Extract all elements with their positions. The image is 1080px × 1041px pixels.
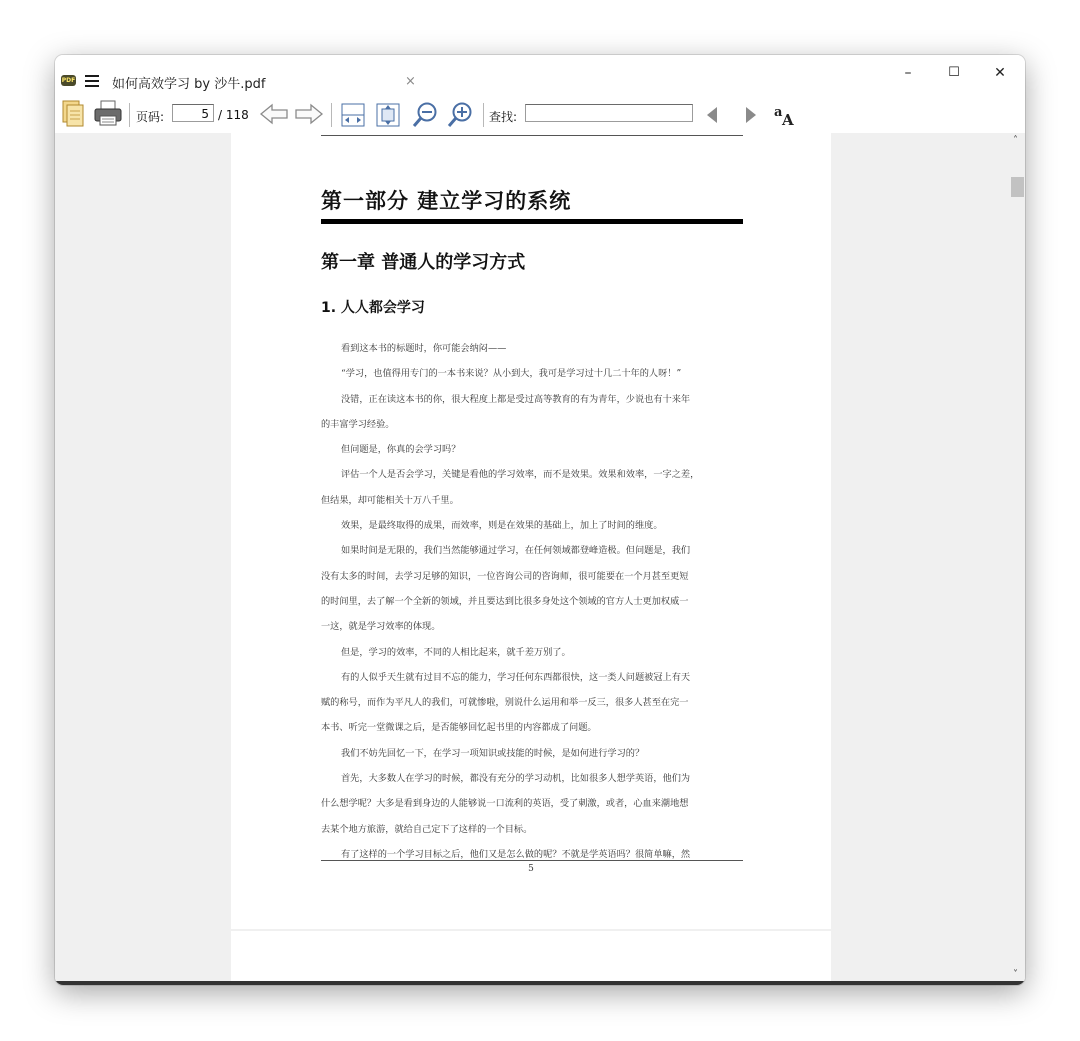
find-previous-icon[interactable] [705, 106, 719, 128]
document-viewport[interactable] [55, 133, 1010, 985]
text-line: 我们不妨先回忆一下，在学习一项知识或技能的时候，是如何进行学习的？ [341, 747, 645, 759]
chapter-title: 第一章 普通人的学习方式 [321, 252, 526, 273]
menu-icon[interactable] [85, 75, 99, 87]
scroll-up-icon[interactable]: ˄ [1013, 135, 1018, 146]
tab-close-icon[interactable]: × [405, 74, 416, 89]
text-line: 去某个地方旅游，就给自己定下了这样的一个目标。 [321, 823, 533, 835]
app-window [55, 55, 1025, 985]
text-line: 但结果，却可能相关十万八千里。 [321, 494, 459, 506]
tab-title[interactable]: 如何高效学习 by 沙牛.pdf [112, 77, 266, 92]
body-text [321, 336, 743, 867]
title-bar [55, 55, 1025, 95]
scroll-down-icon[interactable]: ˅ [1013, 969, 1018, 980]
text-line: 没错，正在读这本书的你，很大程度上都是受过高等教育的有为青年，少说也有十来年 [341, 393, 691, 405]
text-line: 一这，就是学习效率的体现。 [321, 621, 441, 633]
minimize-button[interactable]: – [904, 65, 912, 81]
next-pdf-page [231, 931, 831, 985]
match-case-icon[interactable] [773, 103, 799, 131]
footer-rule [321, 860, 743, 861]
forward-arrow-icon[interactable] [294, 103, 324, 129]
text-line: 有了这样的一个学习目标之后，他们又是怎么做的呢？不就是学英语吗？很简单嘛，然 [341, 848, 691, 860]
fit-page-icon[interactable] [375, 102, 401, 132]
part-title-rule [321, 219, 743, 224]
find-next-icon[interactable] [744, 106, 758, 128]
svg-text:A: A [782, 111, 794, 127]
page-number: 5 [528, 864, 534, 874]
text-line: 如果时间是无限的，我们当然能够通过学习，在任何领域都登峰造极。但问题是，我们 [341, 545, 691, 557]
toolbar-separator [483, 103, 484, 127]
text-line: 的丰富学习经验。 [321, 418, 395, 430]
toolbar-separator [331, 103, 332, 127]
open-file-icon[interactable] [60, 99, 86, 131]
zoom-out-icon[interactable] [411, 101, 439, 133]
window-bottom-edge [55, 981, 1025, 985]
vertical-scrollbar[interactable] [1010, 133, 1025, 985]
text-line: 本书、听完一堂微课之后，是否能够回忆起书里的内容都成了问题。 [321, 722, 597, 734]
text-line: 看到这本书的标题时，你可能会纳闷—— [341, 343, 507, 354]
text-line: 首先，大多数人在学习的时候，都没有充分的学习动机，比如很多人想学英语，他们为 [341, 773, 691, 785]
svg-text:a: a [774, 105, 783, 120]
header-rule [321, 135, 743, 136]
pdf-page [231, 133, 831, 929]
text-line: 赋的称号，而作为平凡人的我们，可就惨啦，别说什么运用和举一反三，很多人甚至在完一 [321, 697, 689, 709]
pdf-app-icon: PDF [61, 77, 76, 84]
page-total: / 118 [218, 108, 249, 122]
back-arrow-icon[interactable] [259, 103, 289, 129]
scroll-thumb[interactable] [1011, 177, 1024, 197]
toolbar-separator [129, 103, 130, 127]
part-title: 第一部分 建立学习的系统 [321, 189, 572, 213]
find-input[interactable] [525, 104, 693, 122]
find-label: 查找: [489, 110, 518, 124]
page-number-input[interactable]: 5 [172, 104, 214, 122]
text-line: 有的人似乎天生就有过目不忘的能力，学习任何东西都很快，这一类人问题被冠上有天 [341, 671, 691, 683]
text-line: 但是，学习的效率，不同的人相比起来，就千差万别了。 [341, 646, 571, 658]
print-icon[interactable] [93, 100, 123, 130]
text-line: 效果，是最终取得的成果，而效率，则是在效果的基础上，加上了时间的维度。 [341, 520, 663, 532]
close-button[interactable]: ✕ [994, 65, 1006, 81]
text-line: 评估一个人是否会学习，关键是看他的学习效率，而不是效果。效果和效率，一字之差， [341, 469, 700, 481]
text-line: “学习，也值得用专门的一本书来说？从小到大，我可是学习过十几二十年的人呀！” [341, 368, 682, 380]
fit-width-icon[interactable] [340, 102, 366, 132]
zoom-in-icon[interactable] [446, 101, 474, 133]
section-title: 1. 人人都会学习 [321, 300, 425, 316]
text-line: 没有太多的时间，去学习足够的知识，一位咨询公司的咨询师，很可能要在一个月甚至更短 [321, 570, 689, 582]
page-label: 页码: [136, 110, 165, 124]
maximize-button[interactable]: ☐ [948, 65, 960, 80]
text-line: 的时间里，去了解一个全新的领域，并且要达到比很多身处这个领域的官方人士更加权威一 [321, 595, 689, 607]
text-line: 什么想学呢？大多是看到身边的人能够说一口流利的英语，受了刺激，或者，心血来潮地想 [321, 798, 689, 810]
text-line: 但问题是，你真的会学习吗？ [341, 444, 461, 456]
toolbar [55, 95, 1025, 133]
